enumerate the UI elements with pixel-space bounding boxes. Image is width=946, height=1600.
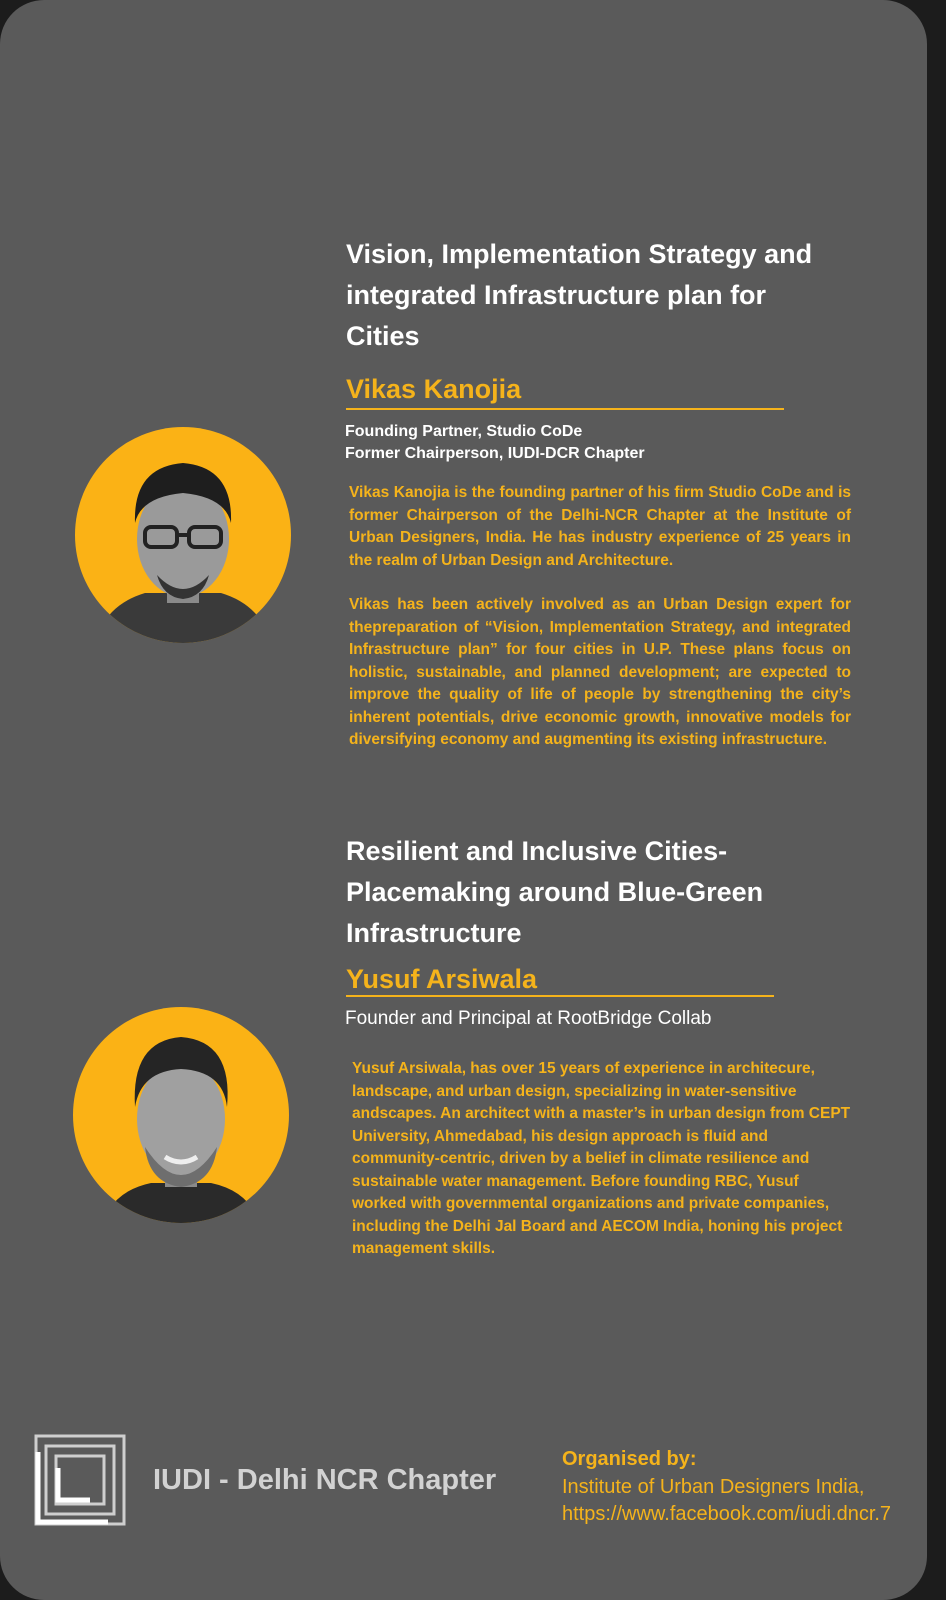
- chapter-name: IUDI - Delhi NCR Chapter: [153, 1464, 497, 1496]
- name-underline-2: [346, 995, 774, 997]
- speaker-role-1a: Founding Partner, Studio CoDe: [345, 423, 583, 440]
- speaker-name-2: Yusuf Arsiwala: [346, 964, 538, 994]
- talk-title-2-line: Infrastructure: [346, 918, 522, 948]
- bio-paragraph: Vikas has been actively involved as an Urban Design expert for thepreparation of “Vision, Implementation Strategy, and integrated Infrastructure plan” for four cities in U.P. These plans focus on holistic, sustainable, and planned development; are expected to improve the quality of life of people by strengthening the city’s inherent potentials, drive economic growth, innovative models for diversifying economy and augmenting its existing infrastructure.: [349, 596, 851, 748]
- speaker-role-2: Founder and Principal at RootBridge Collab: [345, 1008, 712, 1029]
- talk-title-2-line: Placemaking around Blue-Green: [346, 877, 764, 907]
- talk-title-2: [346, 831, 846, 954]
- talk-title-1: [346, 234, 846, 357]
- speaker-bio-2: [352, 1058, 854, 1261]
- name-underline-1: [346, 408, 784, 410]
- bio-paragraph: Vikas Kanojia is the founding partner of his firm Studio CoDe and is former Chairperson of the Delhi-NCR Chapter at the Institute of Urban Designers, India. He has industry experience of 25 years in the realm of Urban Design and Architecture.: [349, 484, 851, 569]
- facebook-link[interactable]: https://www.facebook.com/iudi.dncr.7: [562, 1503, 892, 1525]
- talk-title-1-line: Vision, Implementation Strategy and: [346, 239, 813, 269]
- speaker-photo-1: [75, 427, 291, 643]
- talk-title-1-line: integrated Infrastructure plan for: [346, 280, 767, 310]
- iudi-logo-icon: [34, 1434, 126, 1526]
- speaker-name-1: Vikas Kanojia: [346, 374, 522, 404]
- speaker-role-1b: Former Chairperson, IUDI-DCR Chapter: [345, 445, 645, 462]
- talk-title-1-line: Cities: [346, 321, 420, 351]
- talk-title-2-line: Resilient and Inclusive Cities-: [346, 836, 728, 866]
- speaker-photo-2: [73, 1007, 289, 1223]
- person-icon: [75, 427, 291, 643]
- organiser-name: Institute of Urban Designers India,: [562, 1476, 865, 1498]
- bio-paragraph: Yusuf Arsiwala, has over 15 years of experience in architecure, landscape, and urban design, specializing in water-sensitive andscapes. An architect with a master’s in urban design from CEPT University, Ahmedabad, his design approach is fluid and community-centric, driven by a belief in climate resilience and sustainable water management. Before founding RBC, Yusuf worked with governmental organizations and private companies, including the Delhi Jal Board and AECOM India, honing his project management skills.: [352, 1060, 851, 1257]
- speaker-bio-1: [349, 482, 851, 752]
- person-icon: [73, 1007, 289, 1223]
- organised-by-label: Organised by:: [562, 1448, 697, 1470]
